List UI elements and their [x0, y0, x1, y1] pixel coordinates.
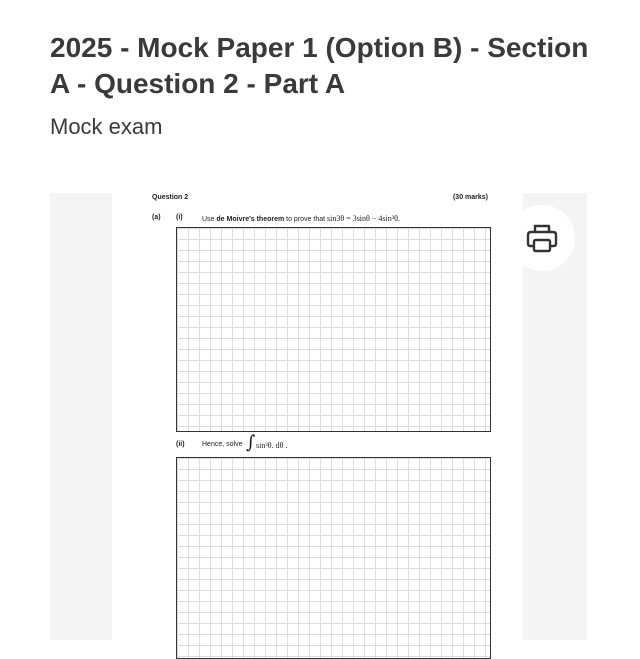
- question-heading: Question 2: [152, 194, 189, 201]
- subpart-i-equation: sin3θ = 3sinθ − 4sin³θ.: [327, 214, 400, 223]
- subpart-i-question: [202, 214, 400, 223]
- subpart-i-middle: to prove that: [284, 216, 328, 223]
- answer-grid-i: [176, 227, 491, 432]
- document-page[interactable]: [112, 185, 523, 640]
- subpart-ii-label: (ii): [176, 441, 185, 448]
- page-title: 2025 - Mock Paper 1 (Option B) - Section A - Question 2 - Part A: [50, 32, 589, 99]
- integral-sign: ∫: [246, 432, 256, 453]
- subpart-ii-question: [202, 432, 288, 453]
- print-button[interactable]: [509, 205, 575, 271]
- question-marks: (30 marks): [452, 194, 488, 201]
- subpart-i-theorem: de Moivre's theorem: [216, 216, 285, 223]
- subpart-i-label: (i): [176, 214, 183, 221]
- page-subtitle: Mock exam: [50, 114, 163, 139]
- subpart-i-prefix: Use: [202, 216, 217, 223]
- subpart-ii-integrand: sin³θ. dθ .: [256, 441, 288, 450]
- subpart-ii-text: Hence, solve: [202, 441, 243, 448]
- answer-grid-ii: [176, 457, 491, 659]
- viewer-background-left: [50, 193, 112, 640]
- part-a-label: (a): [152, 214, 161, 221]
- print-icon: [525, 221, 559, 255]
